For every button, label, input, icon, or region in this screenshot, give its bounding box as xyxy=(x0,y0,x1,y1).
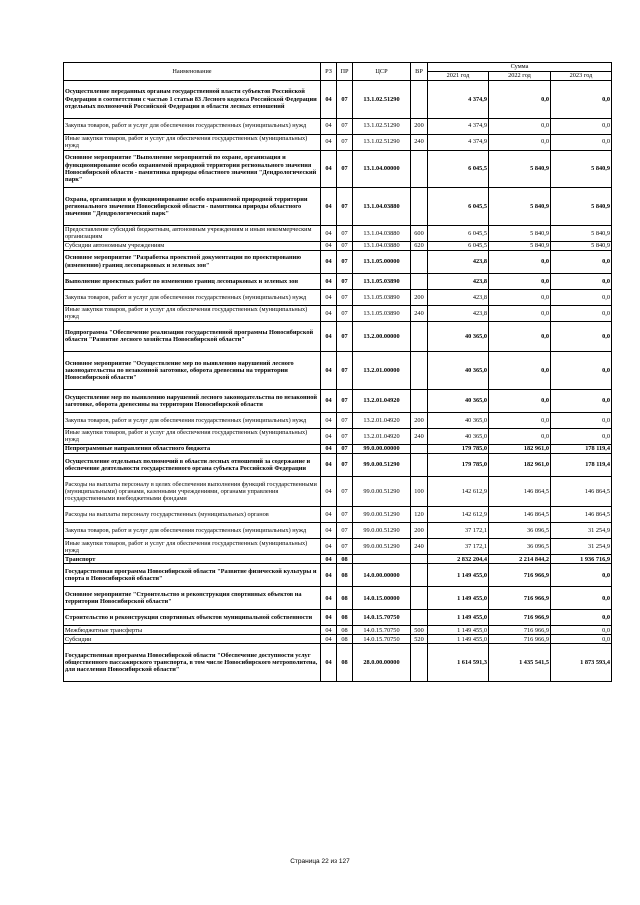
row-sum-2021: 423,8 xyxy=(428,305,489,321)
row-sum-2021: 1 149 455,0 xyxy=(428,610,489,626)
header-rz: РЗ xyxy=(321,63,337,81)
row-csr: 13.2.01.04920 xyxy=(353,412,411,428)
row-rz: 04 xyxy=(321,428,337,444)
row-sum-2023: 0,0 xyxy=(551,564,612,587)
row-vr: 600 xyxy=(411,225,428,241)
row-pr: 07 xyxy=(337,321,353,351)
row-sum-2021: 4 374,9 xyxy=(428,81,489,119)
row-csr: 99.0.00.51290 xyxy=(353,507,411,523)
row-pr: 07 xyxy=(337,250,353,273)
row-sum-2022: 36 096,5 xyxy=(489,523,551,539)
table-row xyxy=(64,476,612,506)
table-row xyxy=(64,539,612,555)
row-vr xyxy=(411,564,428,587)
row-vr xyxy=(411,273,428,289)
table-row xyxy=(64,188,612,226)
row-sum-2022: 182 961,0 xyxy=(489,453,551,476)
row-vr: 240 xyxy=(411,539,428,555)
row-rz: 04 xyxy=(321,587,337,610)
row-pr: 08 xyxy=(337,610,353,626)
row-name: Основное мероприятие "Строительство и реконструкция спортивных объектов на территории Новосибирской области" xyxy=(64,587,321,610)
row-rz: 04 xyxy=(321,644,337,682)
row-rz: 04 xyxy=(321,273,337,289)
header-vr: ВР xyxy=(411,63,428,81)
row-sum-2022: 0,0 xyxy=(489,352,551,390)
row-sum-2023: 5 840,9 xyxy=(551,150,612,188)
row-rz: 04 xyxy=(321,241,337,250)
table-row xyxy=(64,273,612,289)
row-csr: 13.2.01.04920 xyxy=(353,389,411,412)
row-vr: 620 xyxy=(411,241,428,250)
row-sum-2022: 1 435 541,5 xyxy=(489,644,551,682)
row-pr: 07 xyxy=(337,453,353,476)
row-rz: 04 xyxy=(321,412,337,428)
row-sum-2023: 0,0 xyxy=(551,635,612,644)
row-csr: 28.0.00.00000 xyxy=(353,644,411,682)
row-sum-2023: 146 864,5 xyxy=(551,507,612,523)
table-row xyxy=(64,610,612,626)
row-vr xyxy=(411,150,428,188)
row-sum-2022: 716 966,9 xyxy=(489,635,551,644)
row-pr: 07 xyxy=(337,289,353,305)
row-sum-2021: 40 365,0 xyxy=(428,428,489,444)
row-sum-2023: 0,0 xyxy=(551,352,612,390)
row-sum-2023: 1 936 716,9 xyxy=(551,555,612,564)
row-sum-2021: 4 374,9 xyxy=(428,134,489,150)
row-sum-2021: 423,8 xyxy=(428,289,489,305)
row-name: Государственная программа Новосибирской области "Развитие физической культуры и спорта в Новосибирской области" xyxy=(64,564,321,587)
row-pr: 07 xyxy=(337,444,353,453)
row-vr: 200 xyxy=(411,412,428,428)
row-pr: 07 xyxy=(337,507,353,523)
table-row xyxy=(64,453,612,476)
row-vr xyxy=(411,644,428,682)
row-sum-2022: 36 096,5 xyxy=(489,539,551,555)
row-name: Осуществление переданных органам государственной власти субъектов Российской Федерации в соответствии с частью 1 статьи 83 Лесного кодекса Российской Федерации отдельных полномочий Российской Федерации в области лесных отношений xyxy=(64,81,321,119)
row-csr: 13.1.05.03890 xyxy=(353,273,411,289)
row-csr: 13.1.05.03890 xyxy=(353,289,411,305)
row-pr: 07 xyxy=(337,305,353,321)
table-row xyxy=(64,635,612,644)
row-sum-2023: 0,0 xyxy=(551,250,612,273)
header-pr: ПР xyxy=(337,63,353,81)
row-sum-2021: 2 832 204,4 xyxy=(428,555,489,564)
table-row xyxy=(64,289,612,305)
row-sum-2022: 0,0 xyxy=(489,305,551,321)
row-sum-2023: 0,0 xyxy=(551,428,612,444)
table-row xyxy=(64,428,612,444)
row-rz: 04 xyxy=(321,250,337,273)
row-sum-2023: 0,0 xyxy=(551,321,612,351)
row-pr: 07 xyxy=(337,389,353,412)
row-vr xyxy=(411,81,428,119)
header-csr: ЦСР xyxy=(353,63,411,81)
row-pr: 07 xyxy=(337,428,353,444)
row-sum-2023: 178 119,4 xyxy=(551,453,612,476)
table-row xyxy=(64,118,612,134)
row-csr: 14.0.15.70750 xyxy=(353,635,411,644)
row-pr: 08 xyxy=(337,644,353,682)
row-sum-2021: 40 365,0 xyxy=(428,412,489,428)
row-name: Иные закупки товаров, работ и услуг для обеспечения государственных (муниципальных) нужд xyxy=(64,539,321,555)
row-csr: 13.1.04.00000 xyxy=(353,150,411,188)
row-rz: 04 xyxy=(321,81,337,119)
row-rz: 04 xyxy=(321,188,337,226)
row-sum-2023: 0,0 xyxy=(551,118,612,134)
row-sum-2021: 6 045,5 xyxy=(428,150,489,188)
row-sum-2021: 142 612,9 xyxy=(428,476,489,506)
row-rz: 04 xyxy=(321,564,337,587)
row-name: Иные закупки товаров, работ и услуг для обеспечения государственных (муниципальных) нужд xyxy=(64,305,321,321)
table-row xyxy=(64,412,612,428)
row-sum-2022: 0,0 xyxy=(489,428,551,444)
row-sum-2022: 0,0 xyxy=(489,273,551,289)
row-sum-2021: 1 149 455,0 xyxy=(428,564,489,587)
row-pr: 07 xyxy=(337,476,353,506)
row-vr: 520 xyxy=(411,635,428,644)
row-pr: 07 xyxy=(337,81,353,119)
row-sum-2021: 37 172,1 xyxy=(428,539,489,555)
row-name: Субсидии xyxy=(64,635,321,644)
row-vr: 240 xyxy=(411,134,428,150)
header-year-2022: 2022 год xyxy=(489,72,551,81)
table-row xyxy=(64,352,612,390)
table-row xyxy=(64,81,612,119)
row-vr: 200 xyxy=(411,523,428,539)
header-sum: Сумма xyxy=(428,63,612,72)
row-sum-2021: 423,8 xyxy=(428,250,489,273)
row-sum-2023: 5 840,9 xyxy=(551,188,612,226)
row-vr xyxy=(411,444,428,453)
row-csr: 14.0.00.00000 xyxy=(353,564,411,587)
table-header xyxy=(64,63,612,81)
table-row xyxy=(64,507,612,523)
row-vr: 200 xyxy=(411,118,428,134)
header-year-2023: 2023 год xyxy=(551,72,612,81)
row-vr: 100 xyxy=(411,476,428,506)
row-name: Подпрограмма "Обеспечение реализации государственной программы Новосибирской области "Развитие лесного хозяйства Новосибирской области" xyxy=(64,321,321,351)
row-name: Строительство и реконструкция спортивных объектов муниципальной собственности xyxy=(64,610,321,626)
row-name: Основное мероприятие "Выполнение мероприятий по охране, организация и функционирование особо охраняемой природной территории регионального значения Новосибирской области - памятника природы областного значения "Дендрологический парк" xyxy=(64,150,321,188)
row-sum-2021: 40 365,0 xyxy=(428,389,489,412)
row-sum-2022: 146 864,5 xyxy=(489,507,551,523)
row-rz: 04 xyxy=(321,610,337,626)
row-rz: 04 xyxy=(321,118,337,134)
row-vr: 240 xyxy=(411,305,428,321)
row-rz: 04 xyxy=(321,626,337,635)
row-sum-2021: 1 149 455,0 xyxy=(428,635,489,644)
row-sum-2023: 146 864,5 xyxy=(551,476,612,506)
row-sum-2022: 2 214 844,2 xyxy=(489,555,551,564)
row-name: Транспорт xyxy=(64,555,321,564)
row-rz: 04 xyxy=(321,305,337,321)
row-vr: 120 xyxy=(411,507,428,523)
row-rz: 04 xyxy=(321,507,337,523)
row-rz: 04 xyxy=(321,389,337,412)
row-name: Расходы на выплаты персоналу в целях обеспечения выполнения функций государственными (муниципальными) органами, казенными учреждениями, органами управления государственными внебюджетными фондами xyxy=(64,476,321,506)
row-vr xyxy=(411,587,428,610)
row-sum-2023: 5 840,9 xyxy=(551,241,612,250)
row-rz: 04 xyxy=(321,555,337,564)
row-csr: 13.1.02.51290 xyxy=(353,118,411,134)
row-sum-2021: 40 365,0 xyxy=(428,321,489,351)
row-sum-2023: 0,0 xyxy=(551,587,612,610)
row-name: Закупка товаров, работ и услуг для обеспечения государственных (муниципальных) нужд xyxy=(64,118,321,134)
budget-table xyxy=(63,62,612,682)
row-sum-2023: 0,0 xyxy=(551,134,612,150)
row-sum-2022: 716 966,9 xyxy=(489,587,551,610)
table-row xyxy=(64,564,612,587)
row-sum-2023: 0,0 xyxy=(551,412,612,428)
row-csr: 13.1.05.00000 xyxy=(353,250,411,273)
row-sum-2022: 0,0 xyxy=(489,134,551,150)
row-sum-2023: 31 254,9 xyxy=(551,523,612,539)
row-sum-2022: 0,0 xyxy=(489,412,551,428)
table-row xyxy=(64,389,612,412)
row-pr: 07 xyxy=(337,225,353,241)
row-name: Выполнение проектных работ по изменению границ лесопарковых и зеленых зон xyxy=(64,273,321,289)
header-name: Наименование xyxy=(64,63,321,81)
table-row xyxy=(64,250,612,273)
row-vr: 240 xyxy=(411,428,428,444)
row-pr: 08 xyxy=(337,564,353,587)
row-csr: 99.0.00.51290 xyxy=(353,539,411,555)
row-csr: 99.0.00.51290 xyxy=(353,453,411,476)
row-sum-2023: 31 254,9 xyxy=(551,539,612,555)
row-name: Иные закупки товаров, работ и услуг для обеспечения государственных (муниципальных) нужд xyxy=(64,134,321,150)
row-sum-2021: 1 614 591,3 xyxy=(428,644,489,682)
row-pr: 08 xyxy=(337,635,353,644)
row-sum-2022: 0,0 xyxy=(489,250,551,273)
row-rz: 04 xyxy=(321,134,337,150)
row-name: Закупка товаров, работ и услуг для обеспечения государственных (муниципальных) нужд xyxy=(64,523,321,539)
row-pr: 07 xyxy=(337,273,353,289)
row-csr: 99.0.00.51290 xyxy=(353,523,411,539)
row-pr: 07 xyxy=(337,241,353,250)
row-sum-2021: 179 785,0 xyxy=(428,444,489,453)
row-sum-2023: 0,0 xyxy=(551,305,612,321)
row-sum-2022: 5 840,9 xyxy=(489,241,551,250)
row-csr: 13.2.01.00000 xyxy=(353,352,411,390)
row-pr: 07 xyxy=(337,539,353,555)
row-name: Межбюджетные трансферты xyxy=(64,626,321,635)
row-csr: 13.1.02.51290 xyxy=(353,81,411,119)
table-row xyxy=(64,444,612,453)
row-sum-2022: 716 966,9 xyxy=(489,564,551,587)
row-csr: 13.1.02.51290 xyxy=(353,134,411,150)
row-csr: 14.0.15.00000 xyxy=(353,587,411,610)
row-sum-2023: 0,0 xyxy=(551,610,612,626)
table-body xyxy=(64,81,612,682)
row-sum-2023: 0,0 xyxy=(551,389,612,412)
table-row xyxy=(64,305,612,321)
row-rz: 04 xyxy=(321,352,337,390)
row-vr xyxy=(411,610,428,626)
row-pr: 07 xyxy=(337,412,353,428)
row-name: Государственная программа Новосибирской области "Обеспечение доступности услуг общественного пассажирского транспорта, в том числе Новосибирского метрополитена, для населения Новосибирской области" xyxy=(64,644,321,682)
row-pr: 07 xyxy=(337,352,353,390)
row-sum-2023: 1 873 593,4 xyxy=(551,644,612,682)
row-sum-2023: 0,0 xyxy=(551,81,612,119)
row-sum-2022: 0,0 xyxy=(489,289,551,305)
row-name: Расходы на выплаты персоналу государственных (муниципальных) органов xyxy=(64,507,321,523)
row-vr: 200 xyxy=(411,289,428,305)
row-sum-2021: 6 045,5 xyxy=(428,188,489,226)
row-sum-2022: 146 864,5 xyxy=(489,476,551,506)
row-csr: 99.0.00.51290 xyxy=(353,476,411,506)
row-sum-2022: 716 966,9 xyxy=(489,626,551,635)
row-vr xyxy=(411,250,428,273)
row-csr: 13.1.04.03880 xyxy=(353,225,411,241)
row-pr: 07 xyxy=(337,188,353,226)
row-name: Субсидии автономным учреждениям xyxy=(64,241,321,250)
row-pr: 07 xyxy=(337,150,353,188)
row-name: Закупка товаров, работ и услуг для обеспечения государственных (муниципальных) нужд xyxy=(64,289,321,305)
table-row xyxy=(64,523,612,539)
row-name: Основное мероприятие "Осуществление мер по выявлению нарушений лесного законодательства по незаконной заготовке, оборота древесины на территории Новосибирской области" xyxy=(64,352,321,390)
row-csr: 13.1.05.03890 xyxy=(353,305,411,321)
row-sum-2021: 142 612,9 xyxy=(428,507,489,523)
table-row xyxy=(64,150,612,188)
row-vr xyxy=(411,352,428,390)
row-name: Иные закупки товаров, работ и услуг для обеспечения государственных (муниципальных) нужд xyxy=(64,428,321,444)
row-pr: 08 xyxy=(337,587,353,610)
row-pr: 08 xyxy=(337,555,353,564)
row-sum-2021: 40 365,0 xyxy=(428,352,489,390)
row-rz: 04 xyxy=(321,444,337,453)
row-csr: 13.1.04.03880 xyxy=(353,241,411,250)
table-row xyxy=(64,134,612,150)
table-row xyxy=(64,644,612,682)
row-rz: 04 xyxy=(321,523,337,539)
row-sum-2021: 6 045,5 xyxy=(428,225,489,241)
row-vr xyxy=(411,453,428,476)
row-sum-2021: 1 149 455,0 xyxy=(428,587,489,610)
row-csr xyxy=(353,555,411,564)
table-row xyxy=(64,321,612,351)
row-vr xyxy=(411,188,428,226)
row-sum-2021: 4 374,9 xyxy=(428,118,489,134)
row-pr: 08 xyxy=(337,626,353,635)
row-name: Охрана, организация и функционирование особо охраняемой природной территории регионального значения Новосибирской области - памятника природы областного значения "Дендрологический парк" xyxy=(64,188,321,226)
row-name: Осуществление отдельных полномочий в области лесных отношений за содержание и обеспечение деятельности государственного органа субъекта Российской Федерации xyxy=(64,453,321,476)
row-sum-2023: 178 119,4 xyxy=(551,444,612,453)
table-row xyxy=(64,241,612,250)
row-vr xyxy=(411,389,428,412)
header-year-2021: 2021 год xyxy=(428,72,489,81)
row-csr: 14.0.15.70750 xyxy=(353,626,411,635)
row-sum-2021: 6 045,5 xyxy=(428,241,489,250)
row-name: Непрограммные направления областного бюджета xyxy=(64,444,321,453)
row-rz: 04 xyxy=(321,539,337,555)
row-sum-2023: 0,0 xyxy=(551,289,612,305)
row-sum-2021: 179 785,0 xyxy=(428,453,489,476)
row-pr: 07 xyxy=(337,523,353,539)
row-rz: 04 xyxy=(321,321,337,351)
row-sum-2022: 5 840,9 xyxy=(489,150,551,188)
row-sum-2021: 1 149 455,0 xyxy=(428,626,489,635)
row-name: Основное мероприятие "Разработка проектной документации по проектированию (изменению) границ лесопарковых и зеленых зон" xyxy=(64,250,321,273)
table-row xyxy=(64,555,612,564)
row-csr: 13.1.04.03880 xyxy=(353,188,411,226)
row-name: Закупка товаров, работ и услуг для обеспечения государственных (муниципальных) нужд xyxy=(64,412,321,428)
row-sum-2023: 0,0 xyxy=(551,273,612,289)
row-rz: 04 xyxy=(321,225,337,241)
row-sum-2022: 0,0 xyxy=(489,389,551,412)
row-rz: 04 xyxy=(321,476,337,506)
row-rz: 04 xyxy=(321,635,337,644)
row-sum-2022: 0,0 xyxy=(489,81,551,119)
row-sum-2022: 716 966,9 xyxy=(489,610,551,626)
table-row xyxy=(64,587,612,610)
row-vr: 500 xyxy=(411,626,428,635)
row-sum-2022: 0,0 xyxy=(489,321,551,351)
row-rz: 04 xyxy=(321,150,337,188)
row-pr: 07 xyxy=(337,118,353,134)
table-row xyxy=(64,626,612,635)
row-name: Предоставление субсидий бюджетным, автономным учреждениям и иным некоммерческим организациям xyxy=(64,225,321,241)
row-rz: 04 xyxy=(321,289,337,305)
row-pr: 07 xyxy=(337,134,353,150)
row-sum-2022: 0,0 xyxy=(489,118,551,134)
row-sum-2023: 0,0 xyxy=(551,626,612,635)
row-rz: 04 xyxy=(321,453,337,476)
row-csr: 13.2.01.04920 xyxy=(353,428,411,444)
table-row xyxy=(64,225,612,241)
row-sum-2022: 5 840,9 xyxy=(489,225,551,241)
row-csr: 99.0.00.00000 xyxy=(353,444,411,453)
row-sum-2022: 182 961,0 xyxy=(489,444,551,453)
page-number: Страница 22 из 127 xyxy=(290,858,350,865)
row-name: Осуществление мер по выявлению нарушений лесного законодательства по незаконной заготовке, оборота древесины на территории Новосибирской области xyxy=(64,389,321,412)
row-sum-2023: 5 840,9 xyxy=(551,225,612,241)
row-csr: 13.2.00.00000 xyxy=(353,321,411,351)
row-csr: 14.0.15.70750 xyxy=(353,610,411,626)
row-sum-2022: 5 840,9 xyxy=(489,188,551,226)
row-sum-2021: 423,8 xyxy=(428,273,489,289)
row-vr xyxy=(411,321,428,351)
row-sum-2021: 37 172,1 xyxy=(428,523,489,539)
row-vr xyxy=(411,555,428,564)
